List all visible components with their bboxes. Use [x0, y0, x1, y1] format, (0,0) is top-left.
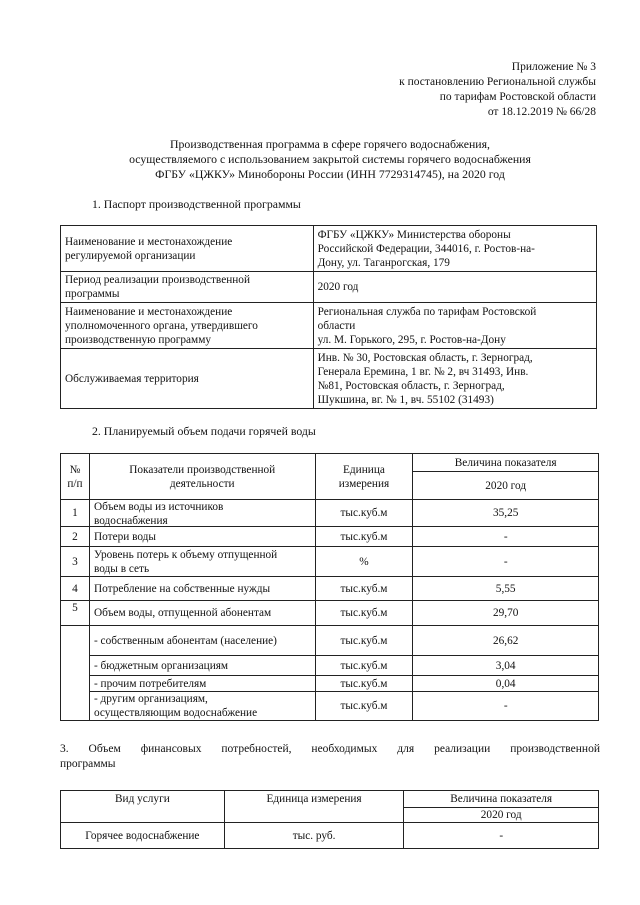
header-year: 2020 год: [404, 808, 599, 823]
passport-value: 2020 год: [313, 272, 596, 303]
table-row: [61, 676, 599, 692]
row-unit: тыс.куб.м: [315, 527, 413, 547]
row-unit: тыс.куб.м: [315, 656, 413, 676]
passport-row: [61, 226, 597, 272]
section2-heading: 2. Планируемый объем подачи горячей воды: [92, 424, 316, 438]
row-indicator: Потери воды: [89, 527, 315, 547]
row-indicator: Уровень потерь к объему отпущенной воды в сеть: [89, 547, 315, 577]
document-title: [60, 137, 600, 182]
row-value: -: [413, 527, 599, 547]
appendix-line: Приложение № 3: [511, 61, 596, 73]
row-unit: тыс.куб.м: [315, 692, 413, 721]
passport-label: Период реализации производственной программы: [61, 272, 314, 303]
title-line: Производственная программа в сфере горячего водоснабжения,: [170, 137, 490, 151]
table-row: [61, 527, 599, 547]
passport-row: [61, 303, 597, 349]
financial-table: [60, 790, 599, 849]
row-indicator: - бюджетным организациям: [89, 656, 315, 676]
row-unit: тыс.куб.м: [315, 601, 413, 626]
passport-value: ФГБУ «ЦЖКУ» Министерства обороны Российской Федерации, 344016, г. Ростов-на- Дону, ул. Таганрогская, 179: [313, 226, 596, 272]
table-row: [61, 547, 599, 577]
table-header-row: [61, 454, 599, 472]
table-header-row: [61, 791, 599, 808]
row-value: 35,25: [413, 500, 599, 527]
row-unit: тыс. руб.: [224, 823, 404, 849]
header-value-group: Величина показателя: [413, 454, 599, 472]
passport-label: Обслуживаемая территория: [61, 349, 314, 409]
row-unit: тыс.куб.м: [315, 500, 413, 527]
row-value: -: [404, 823, 599, 849]
appendix-line: по тарифам Ростовской области: [439, 91, 596, 103]
table-row: [61, 626, 599, 656]
passport-label: Наименование и местонахождение уполномоченного органа, утвердившего производственную программу: [61, 303, 314, 349]
row-num: 3: [61, 547, 90, 577]
section1-heading: 1. Паспорт производственной программы: [92, 197, 301, 211]
passport-value: Региональная служба по тарифам Ростовской области ул. М. Горького, 295, г. Ростов-на-Дону: [313, 303, 596, 349]
passport-row: [61, 272, 597, 303]
row-indicator: - собственным абонентам (население): [89, 626, 315, 656]
header-year: 2020 год: [413, 472, 599, 500]
header-num: № п/п: [61, 454, 90, 500]
row-value: -: [413, 547, 599, 577]
passport-table: [60, 225, 597, 409]
row-indicator: - прочим потребителям: [89, 676, 315, 692]
header-unit: Единица измерения: [315, 454, 413, 500]
header-indicator: Показатели производственной деятельности: [89, 454, 315, 500]
row-unit: тыс.куб.м: [315, 676, 413, 692]
passport-label: Наименование и местонахождение регулируемой организации: [61, 226, 314, 272]
row-num: 5: [61, 601, 90, 626]
row-indicator: Объем воды, отпущенной абонентам: [89, 601, 315, 626]
appendix-header: [399, 60, 596, 120]
row-unit: тыс.куб.м: [315, 577, 413, 601]
title-line: осуществляемого с использованием закрытой системы горячего водоснабжения: [129, 152, 531, 166]
table-row: [61, 823, 599, 849]
row-indicator: Потребление на собственные нужды: [89, 577, 315, 601]
row-indicator: - другим организациям, осуществляющим водоснабжение: [89, 692, 315, 721]
table-row: [61, 656, 599, 676]
appendix-line: к постановлению Региональной службы: [399, 76, 596, 88]
appendix-line: от 18.12.2019 № 66/28: [487, 106, 596, 118]
row-unit: %: [315, 547, 413, 577]
table-row: [61, 692, 599, 721]
row-value: 5,55: [413, 577, 599, 601]
header-service: Вид услуги: [61, 791, 225, 823]
row-num: 4: [61, 577, 90, 601]
row-value: 26,62: [413, 626, 599, 656]
row-value: 0,04: [413, 676, 599, 692]
row-num: [61, 626, 90, 721]
row-num: 2: [61, 527, 90, 547]
header-unit: Единица измерения: [224, 791, 404, 823]
row-value: -: [413, 692, 599, 721]
table-row: [61, 601, 599, 626]
title-line: ФГБУ «ЦЖКУ» Минобороны России (ИНН 7729314745), на 2020 год: [155, 167, 505, 181]
row-value: 3,04: [413, 656, 599, 676]
water-supply-table: [60, 453, 599, 721]
row-value: 29,70: [413, 601, 599, 626]
header-value-group: Величина показателя: [404, 791, 599, 808]
row-unit: тыс.куб.м: [315, 626, 413, 656]
row-service: Горячее водоснабжение: [61, 823, 225, 849]
table-row: [61, 500, 599, 527]
passport-row: [61, 349, 597, 409]
row-indicator: Объем воды из источников водоснабжения: [89, 500, 315, 527]
section3-heading: 3. Объем финансовых потребностей, необходимых для реализации производственной программы: [60, 743, 600, 770]
table-row: [61, 577, 599, 601]
row-num: 1: [61, 500, 90, 527]
passport-value: Инв. № 30, Ростовская область, г. Зерноград, Генерала Еремина, 1 вг. № 2, вч 31493, Инв. №81, Ростовская область, г. Зерноград, Шукшина, вг. № 1, вч. 55102 (31493): [313, 349, 596, 409]
